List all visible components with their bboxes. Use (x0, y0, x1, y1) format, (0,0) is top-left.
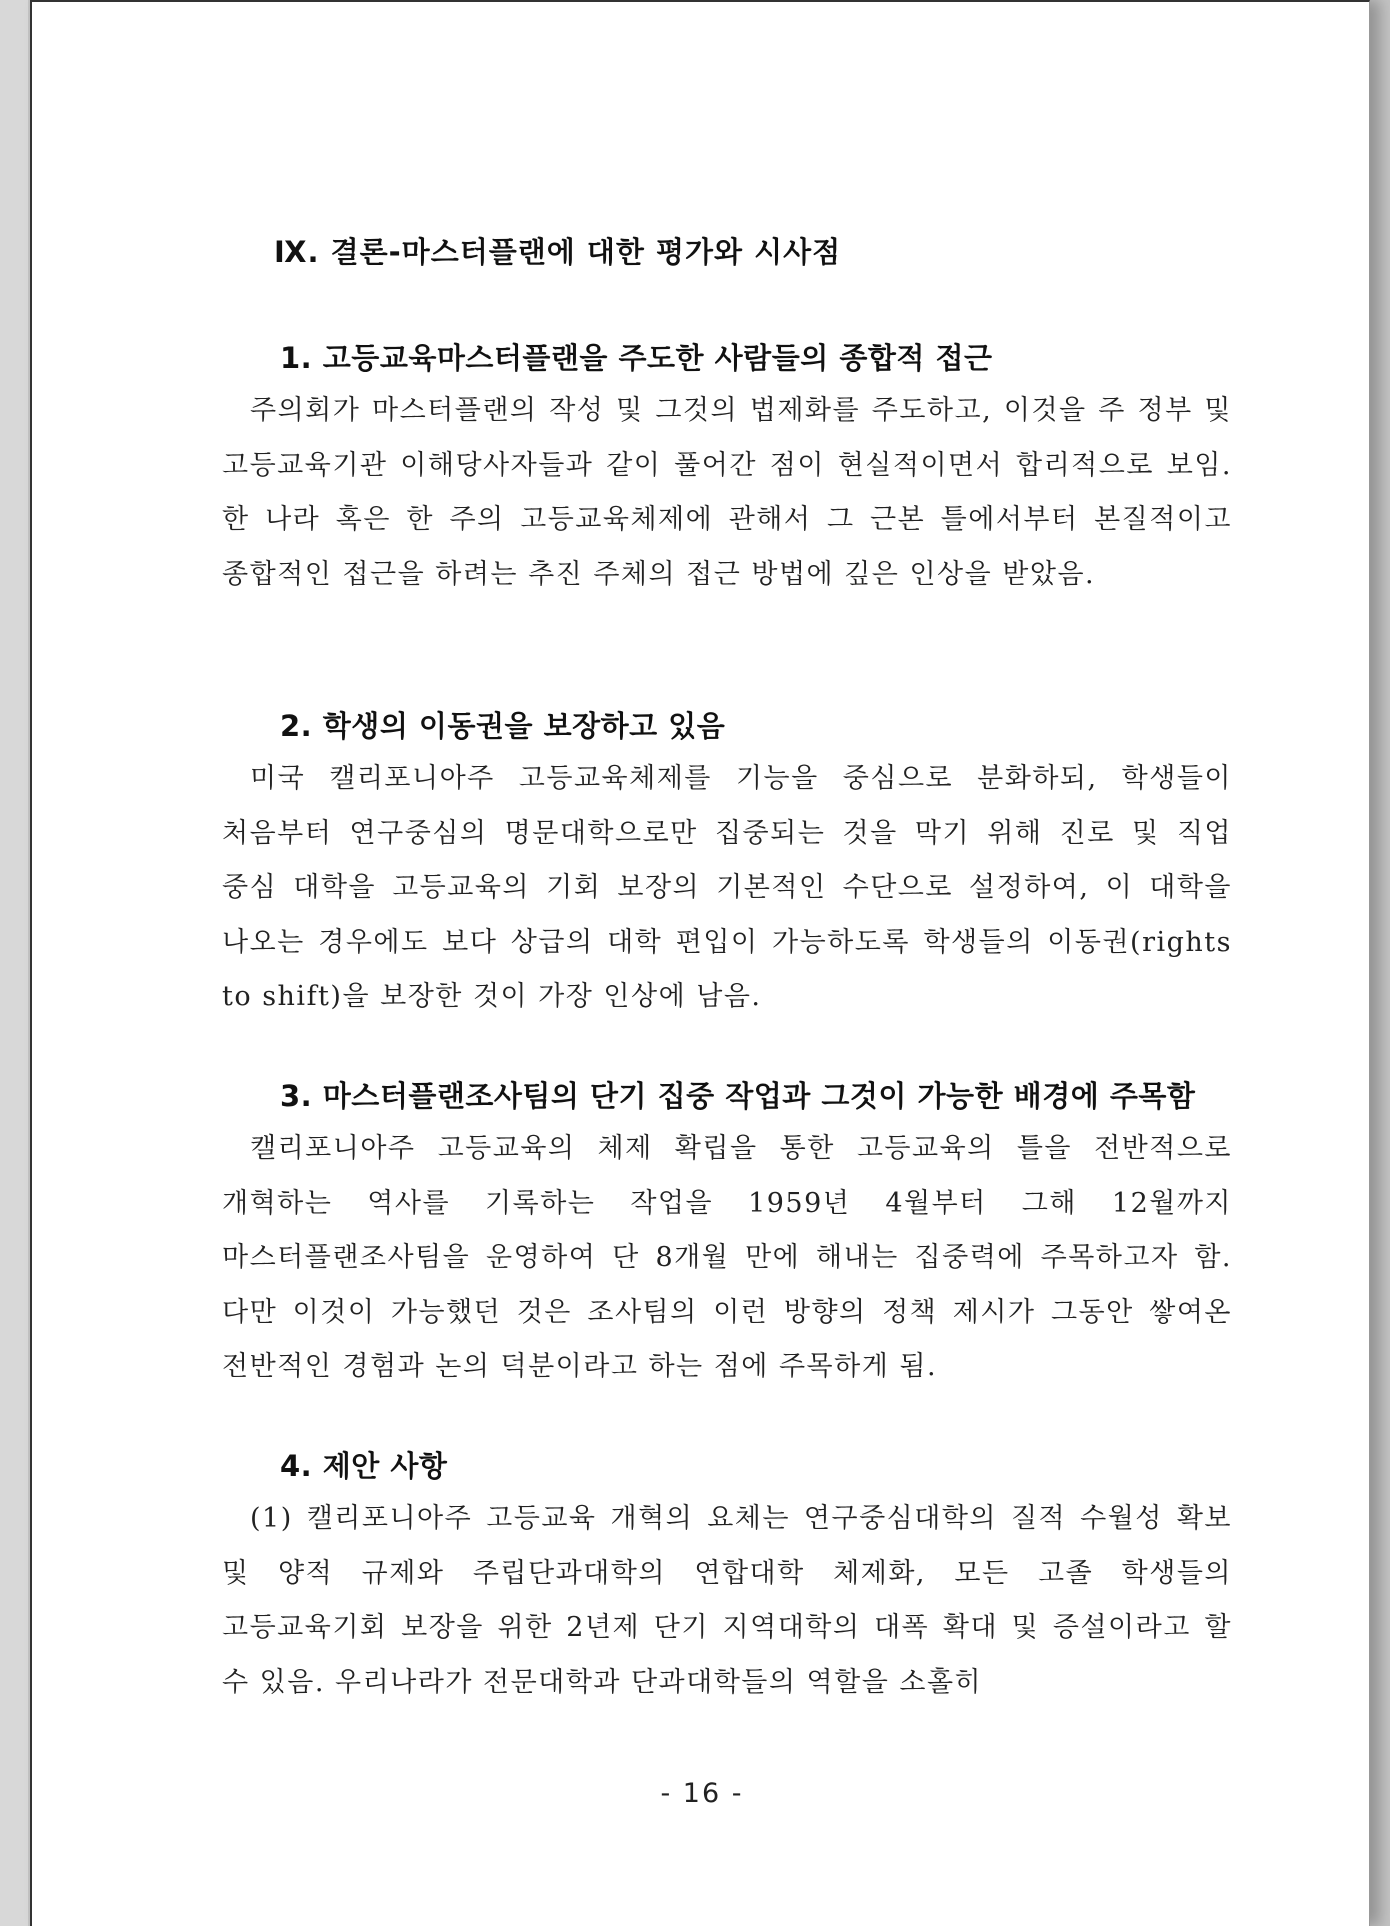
section-paragraph: 주의회가 마스터플랜의 작성 및 그것의 법제화를 주도하고, 이것을 주 정부 및 고등교육기관 이해당사자들과 같이 풀어간 점이 현실적이면서 합리적으로 보임. 한 나라 혹은 한 주의 고등교육체제에 관해서 그 근본 틀에서부터 본질적이고 종합적인 접근을 하려는 추진 주체의 접근 방법에 깊은 인상을 받았음. (222, 395, 1232, 590)
section-heading: 1. 고등교육마스터플랜을 주도한 사람들의 종합적 접근 (280, 341, 993, 375)
section-paragraph: 캘리포니아주 고등교육의 체제 확립을 통한 고등교육의 틀을 전반적으로 개혁하는 역사를 기록하는 작업을 1959년 4월부터 그해 12월까지 마스터플랜조사팀을 운영하여 단 8개월 만에 해내는 집중력에 주목하고자 함. 다만 이것이 가능했던 것은 조사팀의 이런 방향의 정책 제시가 그동안 쌓여온 전반적인 경험과 논의 덕분이라고 하는 점에 주목하게 됨. (222, 1133, 1232, 1382)
chapter-title: Ⅸ. 결론-마스터플랜에 대한 평가와 시사점 (274, 235, 842, 269)
page-number: - 16 - (660, 1778, 744, 1809)
section-heading: 2. 학생의 이동권을 보장하고 있음 (280, 709, 726, 743)
section-4 (222, 1440, 1232, 1710)
section-heading: 4. 제안 사항 (280, 1449, 448, 1483)
section-paragraph: 미국 캘리포니아주 고등교육체제를 기능을 중심으로 분화하되, 학생들이 처음부터 연구중심의 명문대학으로만 집중되는 것을 막기 위해 진로 및 직업 중심 대학을 고등교육의 기회 보장의 기본적인 수단으로 설정하여, 이 대학을 나오는 경우에도 보다 상급의 대학 편입이 가능하도록 학생들의 이동권(rights to shift)을 보장한 것이 가장 인상에 남음. (222, 763, 1232, 1012)
section-1 (222, 332, 1232, 602)
document-page[interactable] (30, 0, 1370, 1926)
section-heading: 3. 마스터플랜조사팀의 단기 집중 작업과 그것이 가능한 배경에 주목함 (280, 1079, 1196, 1113)
section-paragraph: (1) 캘리포니아주 고등교육 개혁의 요체는 연구중심대학의 질적 수월성 확보 및 양적 규제와 주립단과대학의 연합대학 체제화, 모든 고졸 학생들의 고등교육기회 보장을 위한 2년제 단기 지역대학의 대폭 확대 및 증설이라고 할 수 있음. 우리나라가 전문대학과 단과대학들의 역할을 소홀히 (222, 1503, 1232, 1698)
section-3 (222, 1070, 1232, 1395)
section-2 (222, 700, 1232, 1025)
